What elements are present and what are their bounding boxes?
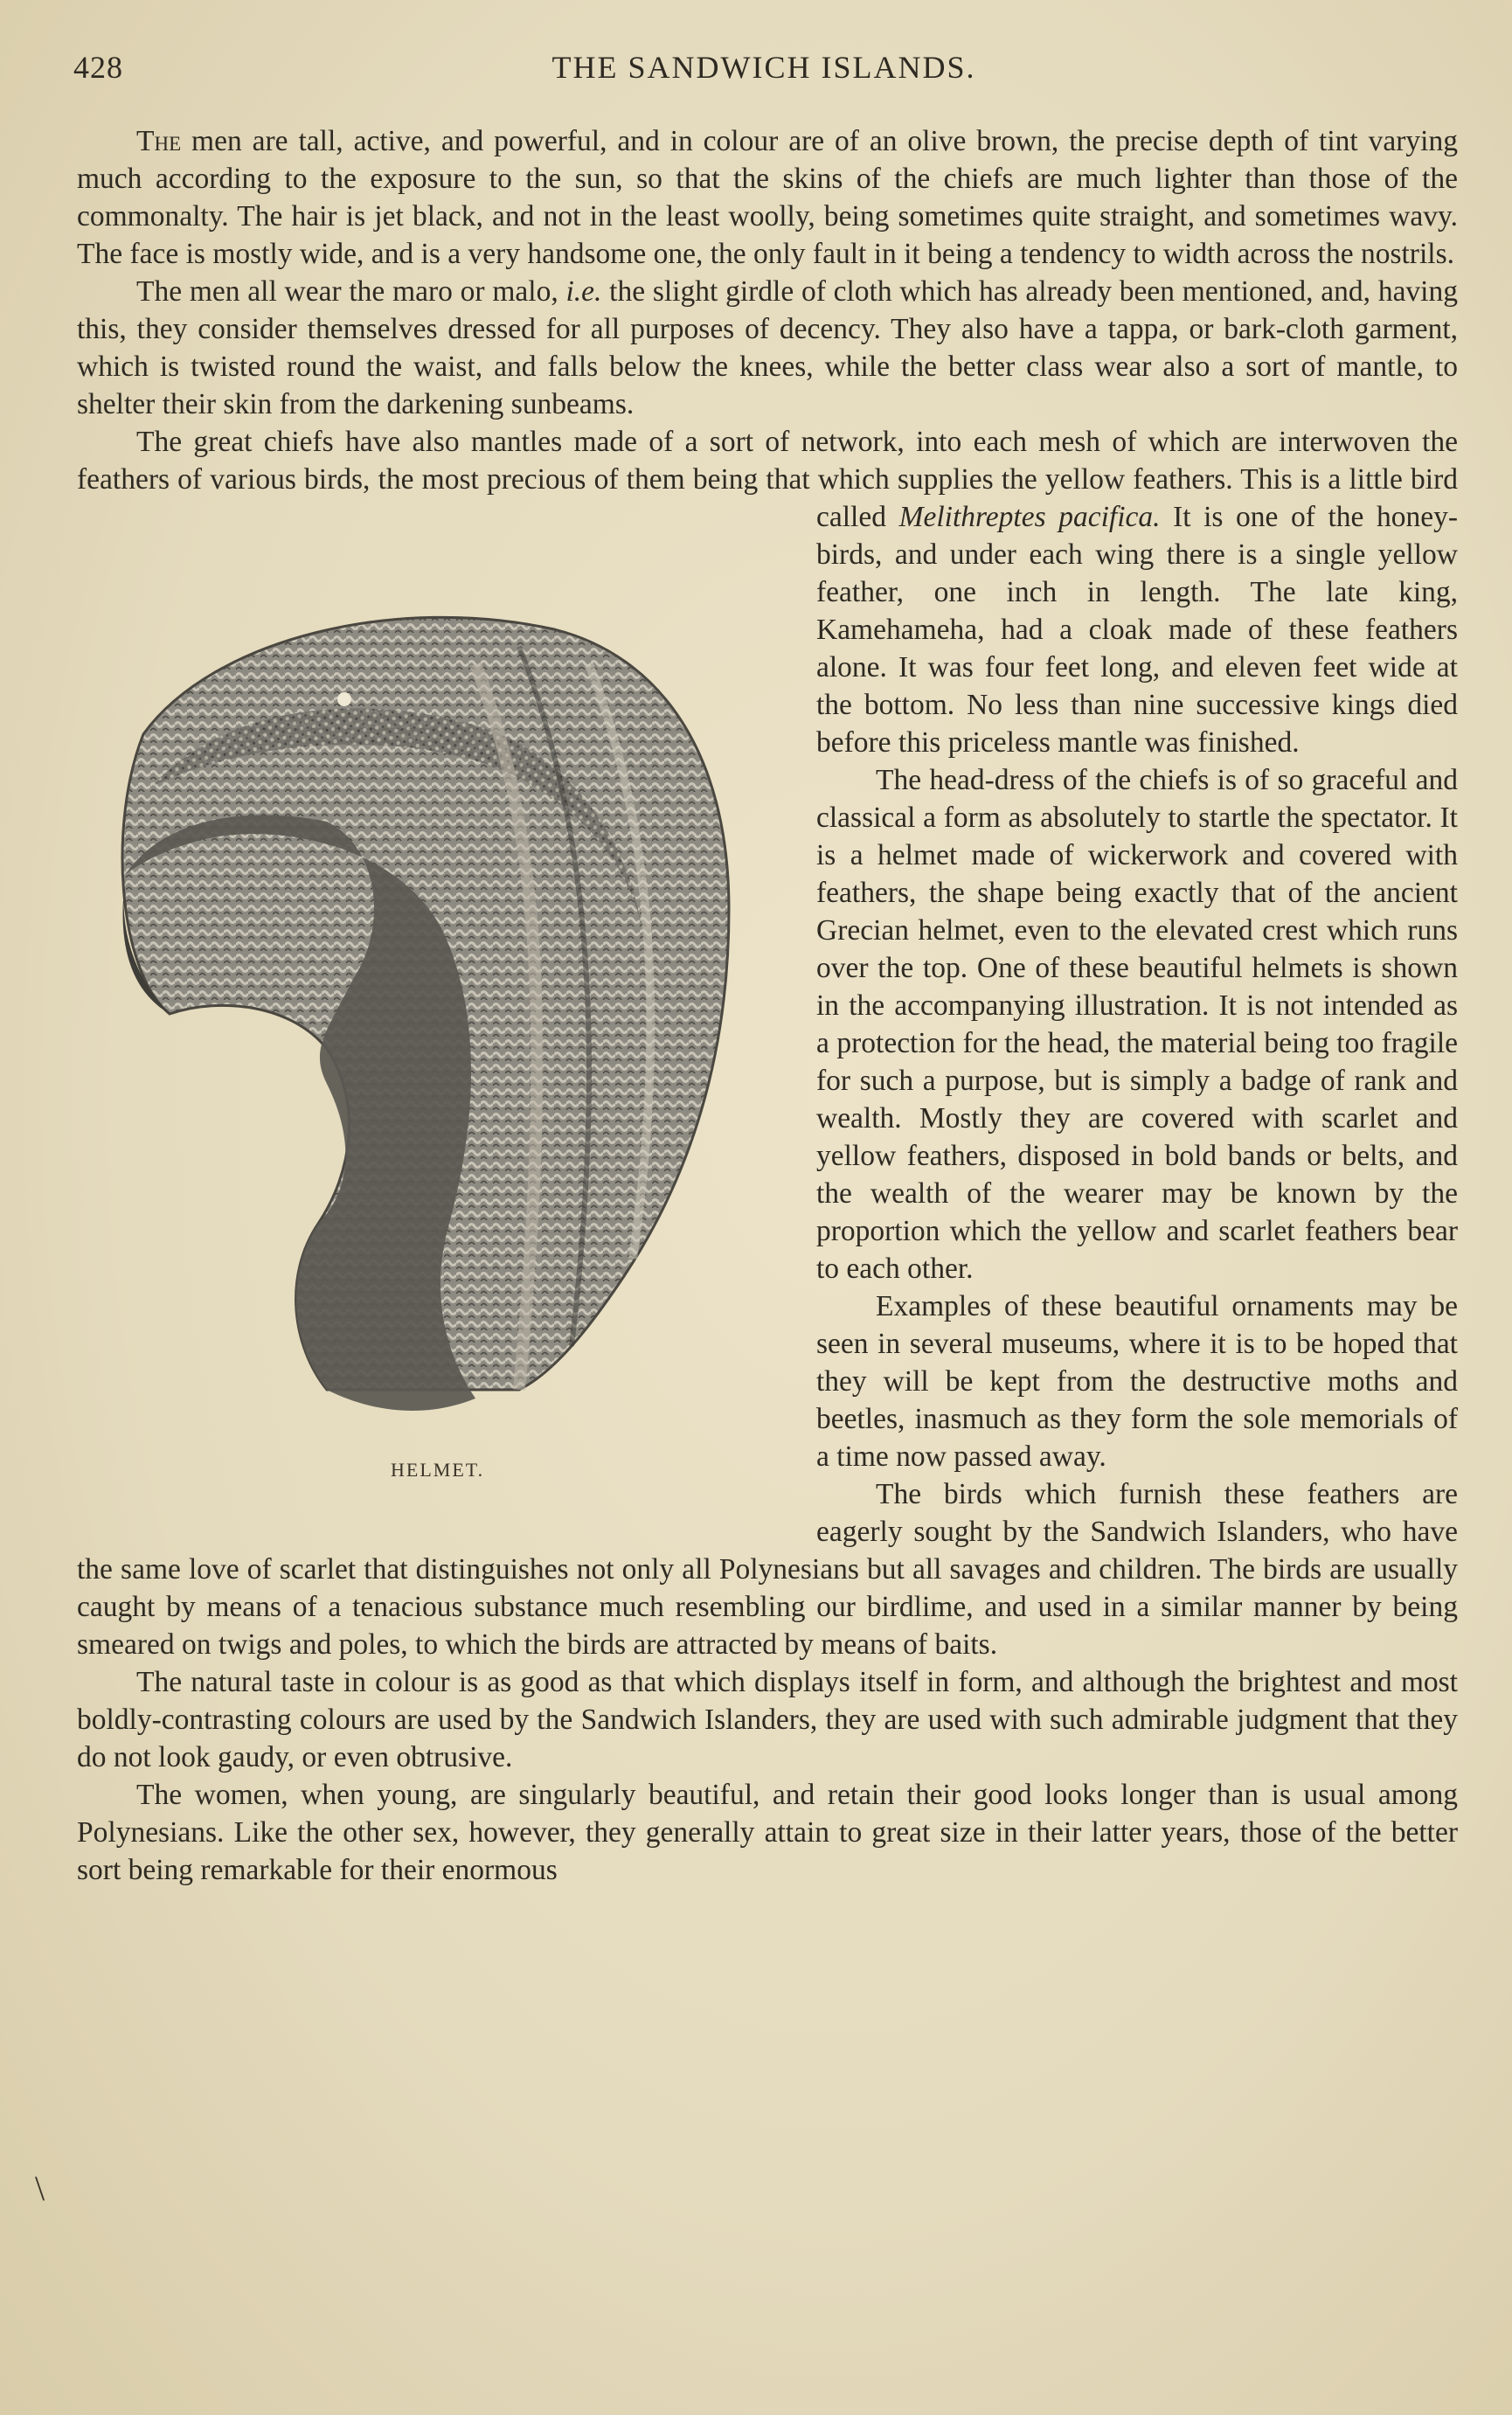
paragraph-2-text-a: The men all wear the maro or malo, xyxy=(136,275,566,308)
paragraph-8: The women, when young, are singularly beautiful, and retain their good looks longer than is usual among Polynesians. Like the other sex, however, they generally attain to great size in their latter years, those of the better sort being remarkable for their enormous xyxy=(77,1779,1458,1886)
paragraph-7: The natural taste in colour is as good as that which displays itself in form, and although the brightest and most boldly-contrasting colours are used by the Sandwich Islanders, they are used with such admirable judgment that they do not look gaudy, or even obtrusive. xyxy=(77,1666,1458,1773)
paragraph-3-text-b: It is one of the honey-birds, and under each wing there is a single yellow feather, one inch in length. The late king, Kamehameha, had a cloak made of these feathers alone. It was four feet long, and eleven feet wide at the bottom. No less than nine successive kings died before this priceless mantle was finished. xyxy=(816,501,1458,759)
page-number: 428 xyxy=(73,50,123,85)
paragraph-2 xyxy=(77,273,1458,423)
paragraph-4: The head-dress of the chiefs is of so graceful and classical a form as absolutely to startle the spectator. It is a helmet made of wickerwork and covered with feathers, the shape being exactly that of the ancient Grecian helmet, even to the elevated crest which runs over the top. One of these beautiful helmets is shown in the accompanying illustration. It is not intended as a protection for the head, the material being too fragile for such a purpose, but is simply a badge of rank and wealth. Mostly they are covered with scarlet and yellow feathers, disposed in bold bands or belts, and the wealth of the wearer may be known by the proportion which the yellow and scarlet feathers bear to each other. xyxy=(816,764,1458,1285)
paragraph-lead-word: The xyxy=(136,125,182,157)
paragraph-1 xyxy=(77,122,1458,273)
figure-caption: HELMET. xyxy=(391,1459,485,1481)
paragraph-3-text-a: The great chiefs have also mantles made of a sort of network, into each mesh of which are interwoven the feathers of various birds, the most precious of them being that which supplies the yellow feathers. This is a little bird called xyxy=(77,426,1458,533)
body-text xyxy=(77,122,1458,1889)
helmet-illustration xyxy=(65,559,746,1451)
species-name: Melithreptes pacifica. xyxy=(898,501,1161,533)
paragraph-2-abbrev: i.e. xyxy=(565,275,602,308)
margin-mark: \ xyxy=(35,2169,45,2208)
page-header xyxy=(73,45,1454,89)
helmet-figure xyxy=(65,498,816,1538)
paragraph-1-text: men are tall, active, and powerful, and in colour are of an olive brown, the precise depth of tint varying much according to the exposure to the sun, so that the skins of the chiefs are much lighter than those of the commonalty. The hair is jet black, and not in the least woolly, being sometimes quite straight, and sometimes wavy. The face is mostly wide, and is a very handsome one, the only fault in it being a tendency to width across the nostrils. xyxy=(77,125,1458,270)
paragraph-6: The birds which furnish these feathers are eagerly sought by the Sandwich Islanders, who have the same love of scarlet that distinguishes not only all Polynesians but all savages and children. The birds are usually caught by means of a tenacious substance much resembling our birdlime, and used in a similar manner by being smeared on twigs and poles, to which the birds are attracted by means of baits. xyxy=(77,1478,1458,1661)
paragraph-5: Examples of these beautiful ornaments may be seen in several museums, where it is to be hoped that they will be kept from the destructive moths and beetles, inasmuch as they form the sole memorials of a time now passed away. xyxy=(816,1290,1458,1473)
running-head: THE SANDWICH ISLANDS. xyxy=(551,50,976,85)
paragraph-2-text-b: the slight girdle of cloth which has already been mentioned, and, having this, they consider themselves dressed for all purposes of decency. They also have a tappa, or bark-cloth garment, which is twisted round the waist, and falls below the knees, while the better class wear also a sort of mantle, to shelter their skin from the darkening sunbeams. xyxy=(77,275,1458,420)
